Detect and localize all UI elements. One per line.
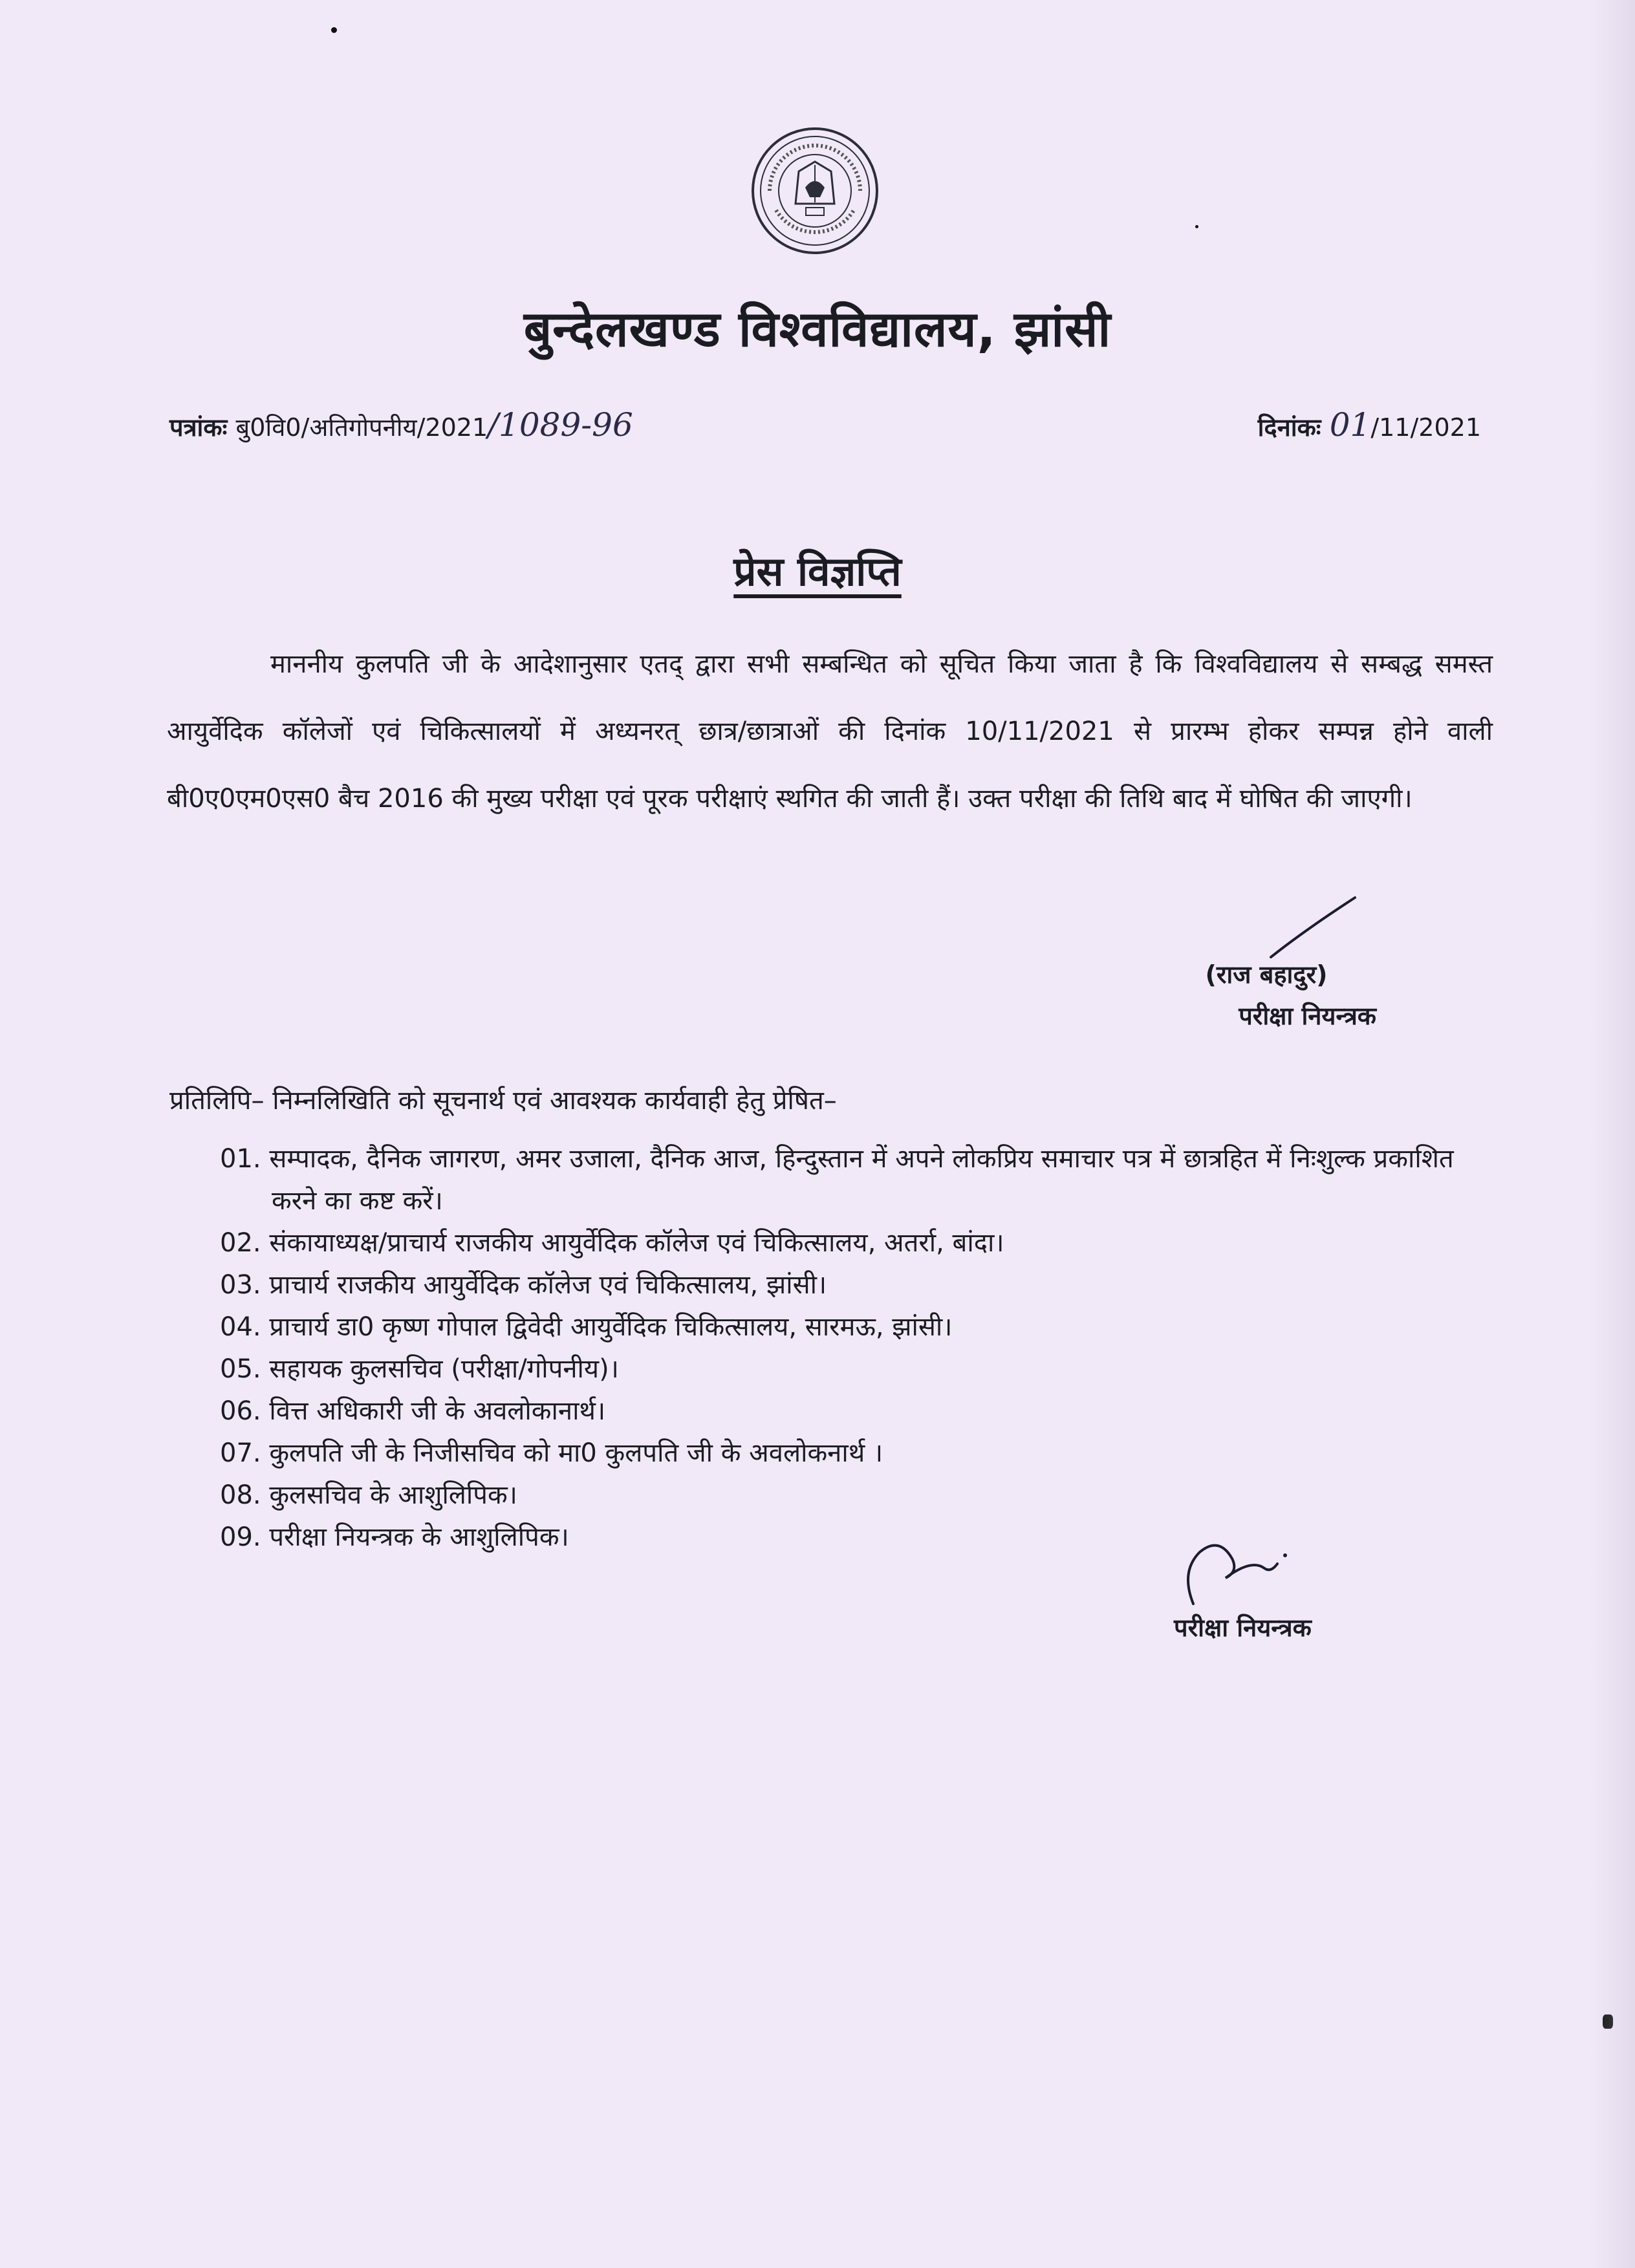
reference-label: पत्रांकः (169, 413, 228, 442)
list-item: 04. प्राचार्य डा0 कृष्ण गोपाल द्विवेदी आयुर्वेदिक चिकित्सालय, सारमऊ, झांसी। (220, 1312, 953, 1342)
copy-to-intro: प्रतिलिपि– निम्नलिखिति को सूचनार्थ एवं आवश्यक कार्यवाही हेतु प्रेषित– (169, 1086, 837, 1116)
list-item: 05. सहायक कुलसचिव (परीक्षा/गोपनीय)। (220, 1354, 619, 1384)
signatory-designation: परीक्षा नियन्त्रक (1239, 1002, 1376, 1030)
copy-signatory-designation: परीक्षा नियन्त्रक (1174, 1614, 1312, 1642)
reference-value: बु0वि0/अतिगोपनीय/2021 (235, 413, 488, 442)
list-item: 08. कुलसचिव के आशुलिपिक। (220, 1480, 517, 1510)
copy-to-list (220, 1138, 1500, 1559)
list-item: 02. संकायाध्यक्ष/प्राचार्य राजकीय आयुर्वेदिक कॉलेज एवं चिकित्सालय, अतर्रा, बांदा। (220, 1228, 1004, 1258)
signature-stroke-icon (1264, 892, 1361, 964)
list-item: 09. परीक्षा नियन्त्रक के आशुलिपिक। (220, 1522, 569, 1552)
scan-edge (1590, 0, 1635, 2268)
scan-speck (1195, 225, 1198, 228)
signatory-block (1118, 954, 1376, 1037)
date-label: दिनांकः (1257, 413, 1321, 442)
handwritten-signature-icon (1174, 1533, 1290, 1617)
university-name: बुन्देलखण्ड विश्वविद्यालय, झांसी (523, 300, 1112, 358)
reference-number (169, 406, 633, 444)
notice-title: प्रेस विज्ञप्ति (733, 548, 902, 595)
list-item: 03. प्राचार्य राजकीय आयुर्वेदिक कॉलेज एवं चिकित्सालय, झांसी। (220, 1270, 827, 1300)
reference-handwritten: /1089-96 (488, 406, 633, 444)
university-seal-icon (750, 126, 880, 255)
date-line (1258, 406, 1481, 444)
list-item: 06. वित्त अधिकारी जी के अवलोकानार्थ। (220, 1396, 606, 1426)
list-item: 07. कुलपति जी के निजीसचिव को मा0 कुलपति जी के अवलोकनार्थ । (220, 1438, 883, 1468)
scan-speck (331, 27, 337, 33)
date-value: /11/2021 (1370, 413, 1481, 442)
date-handwritten: 01 (1329, 406, 1371, 444)
notice-body: माननीय कुलपति जी के आदेशानुसार एतद् द्वारा सभी सम्बन्धित को सूचित किया जाता है कि विश्वविद्यालय से सम्बद्ध समस्त आयुर्वेदिक कॉलेजों एवं चिकित्सालयों में अध्यनरत् छात्र/छात्राओं की दिनांक 10/11/2021 से प्रारम्भ होकर सम्पन्न होने वाली बी0ए0एम0एस0 बैच 2016 की मुख्य परीक्षा एवं पूरक परीक्षाएं स्थगित की जाती हैं। उक्त परीक्षा की तिथि बाद में घोषित की जाएगी। (167, 649, 1493, 814)
list-item: 01. सम्पादक, दैनिक जागरण, अमर उजाला, दैनिक आज, हिन्दुस्तान में अपने लोकप्रिय समाचार पत्र में छात्रहित में निःशुल्क प्रकाशित करने का कष्ट करें। (220, 1144, 1454, 1216)
signatory-name: (राज बहादुर) (1205, 960, 1328, 989)
